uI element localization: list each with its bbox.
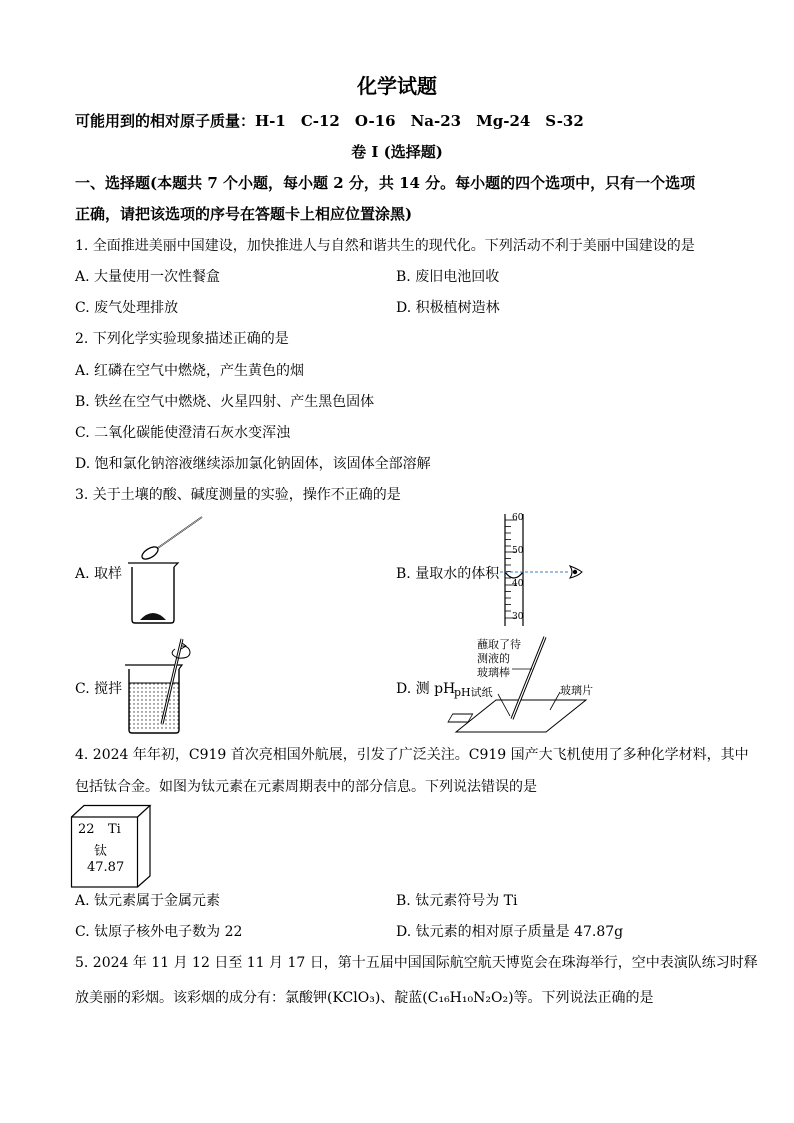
section-header-line1: 一、选择题(本题共 7 个小题，每小题 2 分，共 14 分。每小题的四个选项中，只有一个选项 bbox=[75, 174, 696, 192]
q3-option-c: C. 搅拌 bbox=[75, 681, 123, 697]
q4-option-b: B. 钛元素符号为 Ti bbox=[396, 893, 518, 909]
q3-stem: 3. 关于土壤的酸、碱度测量的实验，操作不正确的是 bbox=[75, 487, 401, 503]
q2-stem: 2. 下列化学实验现象描述正确的是 bbox=[75, 331, 289, 347]
q1-option-d: D. 积极植树造林 bbox=[396, 300, 500, 316]
q1-option-c: C. 废气处理排放 bbox=[75, 300, 179, 316]
q4-stem-line2: 包括钛合金。如图为钛元素在元素周期表中的部分信息。下列说法错误的是 bbox=[75, 779, 537, 795]
glass-plate-label: 玻璃片 bbox=[560, 684, 593, 697]
q2-option-d: D. 饱和氯化钠溶液继续添加氯化钠固体，该固体全部溶解 bbox=[75, 456, 431, 472]
q4-option-c: C. 钛原子核外电子数为 22 bbox=[75, 924, 243, 940]
ph-rod-label-2: 测液的 bbox=[477, 652, 510, 665]
section-header-line2: 正确，请把该选项的序号在答题卡上相应位置涂黑) bbox=[75, 205, 413, 223]
q3-option-d: D. 测 pH bbox=[396, 681, 456, 697]
element-mass: 47.87 bbox=[87, 860, 125, 875]
ph-rod-label-3: 玻璃棒 bbox=[477, 666, 510, 679]
q3-b-cylinder-figure bbox=[500, 512, 600, 627]
page-title: 化学试题 bbox=[357, 74, 437, 98]
q3-a-sampling-figure bbox=[120, 512, 210, 627]
q1-option-b: B. 废旧电池回收 bbox=[396, 269, 500, 285]
q2-option-b: B. 铁丝在空气中燃烧、火星四射、产生黑色固体 bbox=[75, 394, 375, 410]
cylinder-tick-50: 50 bbox=[512, 546, 524, 556]
cylinder-tick-60: 60 bbox=[512, 513, 524, 523]
element-atomic-number: 22 bbox=[78, 822, 95, 837]
q1-option-a: A. 大量使用一次性餐盒 bbox=[75, 269, 221, 285]
cylinder-tick-30: 30 bbox=[512, 612, 524, 622]
q4-stem-line1: 4. 2024 年年初，C919 首次亮相国外航展，引发了广泛关注。C919 国产大飞机使用了多种化学材料，其中 bbox=[75, 747, 749, 763]
element-name: 钛 bbox=[94, 844, 108, 859]
q3-option-b: B. 量取水的体积 bbox=[396, 566, 500, 582]
q2-option-c: C. 二氧化碳能使澄清石灰水变浑浊 bbox=[75, 425, 291, 441]
q3-d-ph-figure bbox=[450, 632, 600, 736]
q4-option-d: D. 钛元素的相对原子质量是 47.87g bbox=[396, 924, 624, 940]
ph-rod-label-1: 蘸取了待 bbox=[477, 638, 521, 651]
q4-element-cell-figure bbox=[70, 804, 160, 890]
ph-paper-label: pH试纸 bbox=[454, 686, 493, 699]
q1-stem: 1. 全面推进美丽中国建设，加快推进人与自然和谐共生的现代化。下列活动不利于美丽中国建设的是 bbox=[75, 238, 695, 254]
q4-option-a: A. 钛元素属于金属元素 bbox=[75, 893, 221, 909]
q3-option-a: A. 取样 bbox=[75, 566, 123, 582]
element-symbol: Ti bbox=[108, 822, 121, 837]
atomic-masses: 可能用到的相对原子质量：H-1 C-12 O-16 Na-23 Mg-24 S-32 bbox=[75, 112, 584, 130]
volume-label: 卷 I (选择题) bbox=[351, 143, 443, 161]
q5-stem-line1: 5. 2024 年 11 月 12 日至 11 月 17 日，第十五届中国国际航空航天博览会在珠海举行，空中表演队练习时释 bbox=[75, 955, 758, 971]
q2-option-a: A. 红磷在空气中燃烧，产生黄色的烟 bbox=[75, 363, 305, 379]
q3-c-stirring-figure bbox=[120, 634, 200, 736]
q5-stem-line2: 放美丽的彩烟。该彩烟的成分有：氯酸钾(KClO₃)、靛蓝(C₁₆H₁₀N₂O₂)等。下列说法正确的是 bbox=[75, 990, 654, 1006]
cylinder-tick-40: 40 bbox=[512, 579, 524, 589]
